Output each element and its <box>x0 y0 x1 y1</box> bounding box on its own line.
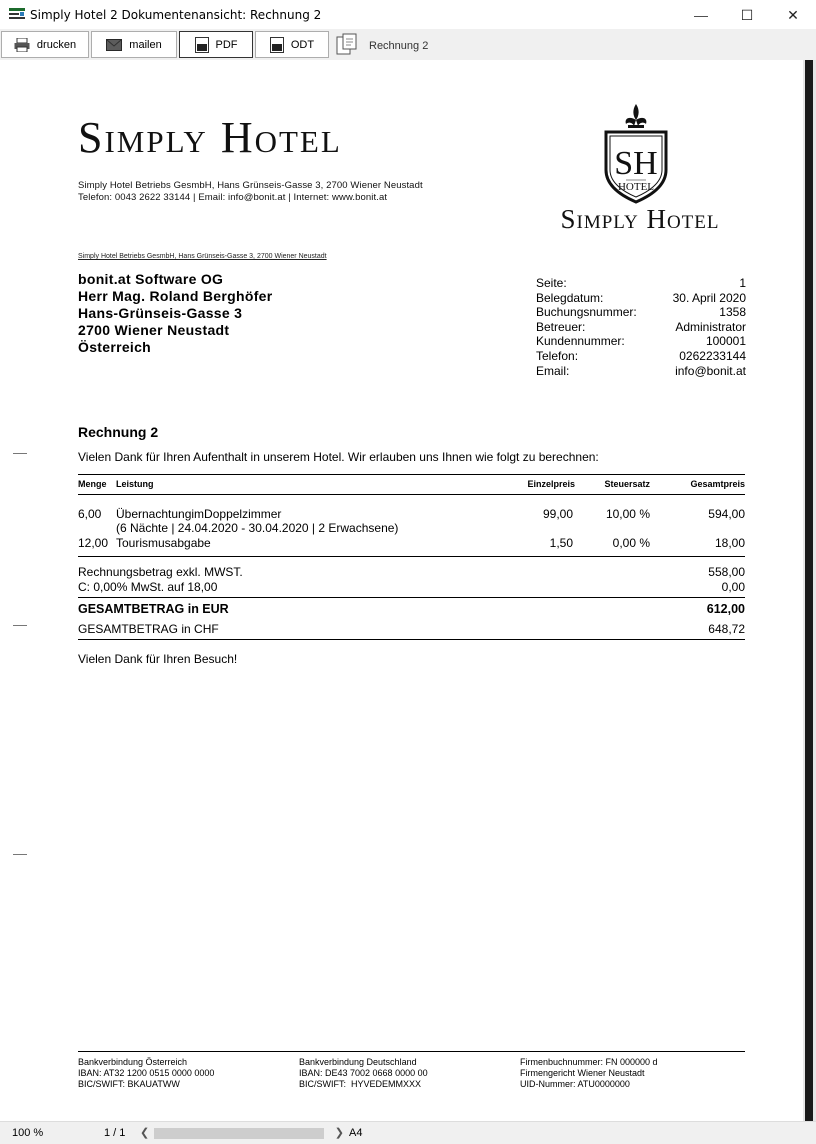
paper-size: A4 <box>349 1127 363 1139</box>
maximize-icon: ☐ <box>740 6 754 23</box>
meta-value: 1358 <box>719 305 746 320</box>
scroll-left-icon[interactable]: ❮ <box>140 1127 150 1139</box>
meta-value: 1 <box>739 276 746 290</box>
meta-row <box>536 305 746 320</box>
horizontal-scrollbar[interactable] <box>140 1126 344 1141</box>
item-qty: 12,00 <box>78 536 109 550</box>
meta-label: Belegdatum: <box>536 290 604 305</box>
footer-divider <box>78 1051 745 1052</box>
odt-export-button[interactable] <box>255 31 329 58</box>
footer-bank-germany: Bankverbindung Deutschland IBAN: DE43 7002 0668 0000 00 BIC/SWIFT: HYVEDEMMXXX <box>299 1057 428 1089</box>
pdf-export-button[interactable] <box>179 31 253 58</box>
minimize-button[interactable] <box>678 0 724 30</box>
page-indicator: 1 / 1 <box>104 1127 126 1139</box>
status-bar <box>0 1121 816 1144</box>
printer-icon <box>14 38 30 52</box>
divider <box>78 639 745 640</box>
item-tax: 0,00 % <box>612 536 650 550</box>
app-icon <box>9 8 25 22</box>
meta-row <box>536 349 746 364</box>
item-tax: 10,00 % <box>605 507 650 521</box>
meta-label: Telefon: <box>536 348 579 363</box>
invoice-meta <box>536 276 746 378</box>
meta-value: 100001 <box>705 334 746 349</box>
toolbar <box>0 30 816 60</box>
minimize-icon: — <box>694 7 708 23</box>
invoice-page <box>0 60 803 1121</box>
net-amount-value: 558,00 <box>708 565 745 579</box>
meta-value: info@bonit.at <box>675 363 746 378</box>
brand-name: Simply Hotel <box>78 113 342 162</box>
chf-total-label: GESAMTBETRAG in CHF <box>78 622 219 636</box>
meta-label: Email: <box>536 363 570 378</box>
emblem-hotel-word: HOTEL <box>617 181 655 193</box>
footer-company-info: Firmenbuchnummer: FN 000000 d Firmengericht Wiener Neustadt UID-Nummer: ATU0000000 <box>520 1057 658 1089</box>
title-bar <box>0 0 816 30</box>
zoom-level[interactable]: 100 % <box>12 1127 44 1139</box>
divider <box>78 597 745 598</box>
scroll-right-icon[interactable]: ❯ <box>334 1127 344 1139</box>
invoice-intro: Vielen Dank für Ihren Aufenthalt in unserem Hotel. Wir erlauben uns Ihnen wie folgt zu berechnen: <box>78 450 599 464</box>
meta-value: 30. April 2020 <box>672 290 746 305</box>
divider <box>78 556 745 557</box>
mail-label: mailen <box>129 38 162 51</box>
maximize-button[interactable] <box>724 0 770 30</box>
odt-file-icon <box>270 37 284 53</box>
item-total: 18,00 <box>714 536 745 550</box>
scrollbar-thumb[interactable] <box>805 60 813 1121</box>
item-qty: 6,00 <box>78 507 102 521</box>
document-icon <box>336 33 358 56</box>
tax-amount-value: 0,00 <box>721 580 745 594</box>
gross-total-value: 612,00 <box>706 602 745 616</box>
divider <box>78 494 745 495</box>
item-unit-price: 1,50 <box>549 536 573 550</box>
sender-address: Simply Hotel Betriebs GesmbH, Hans Grünseis-Gasse 3, 2700 Wiener Neustadt <box>78 180 423 191</box>
mail-button[interactable] <box>91 31 177 58</box>
document-viewport[interactable] <box>0 60 816 1121</box>
item-total: 594,00 <box>708 507 745 521</box>
gross-total-label: GESAMTBETRAG in EUR <box>78 602 229 616</box>
recipient-line: 2700 Wiener Neustadt <box>78 322 230 338</box>
column-header-tax: Steuersatz <box>604 479 650 489</box>
thanks-message: Vielen Dank für Ihren Besuch! <box>78 652 238 666</box>
fold-mark <box>13 625 27 626</box>
item-service: ÜbernachtungimDoppelzimmer <box>116 507 282 521</box>
print-button[interactable] <box>1 31 89 58</box>
item-unit-price: 99,00 <box>542 507 573 521</box>
fold-mark <box>13 854 27 855</box>
window-title: Simply Hotel 2 Dokumentenansicht: Rechnung 2 <box>30 8 322 22</box>
meta-value: 0262233144 <box>679 348 746 363</box>
close-icon: ✕ <box>787 6 799 23</box>
pdf-label: PDF <box>215 38 238 51</box>
divider <box>78 474 745 475</box>
meta-label: Kundennummer: <box>536 334 625 349</box>
meta-value: Administrator <box>675 319 746 334</box>
item-service: Tourismusabgabe <box>116 536 211 550</box>
meta-row <box>536 276 746 291</box>
emblem-brand-name: Simply Hotel <box>560 204 720 234</box>
recipient-line: Österreich <box>78 339 152 355</box>
tax-amount-label: C: 0,00% MwSt. auf 18,00 <box>78 580 218 594</box>
odt-label: ODT <box>290 38 315 51</box>
meta-row <box>536 334 746 349</box>
vertical-scrollbar[interactable] <box>803 60 816 1121</box>
column-header-unit-price: Einzelpreis <box>527 479 575 489</box>
pdf-file-icon <box>195 37 209 53</box>
meta-row <box>536 364 746 379</box>
column-header-qty: Menge <box>78 479 107 489</box>
close-button[interactable] <box>770 0 816 30</box>
footer-bank-austria: Bankverbindung Österreich IBAN: AT32 1200 0515 0000 0000 BIC/SWIFT: BKAUATWW <box>78 1057 215 1089</box>
document-name: Rechnung 2 <box>369 40 429 52</box>
item-detail: (6 Nächte | 24.04.2020 - 30.04.2020 | 2 Erwachsene) <box>116 521 399 535</box>
meta-label: Betreuer: <box>536 319 586 334</box>
meta-row <box>536 320 746 335</box>
emblem-initials: SH <box>614 145 658 182</box>
fold-mark <box>13 453 27 454</box>
scrollbar-thumb[interactable] <box>154 1128 324 1139</box>
recipient-line: Herr Mag. Roland Berghöfer <box>78 288 273 304</box>
net-amount-label: Rechnungsbetrag exkl. MWST. <box>78 565 243 579</box>
invoice-title: Rechnung 2 <box>78 424 159 440</box>
chf-total-value: 648,72 <box>708 622 745 636</box>
brand-logo-text <box>78 113 342 162</box>
print-label: drucken <box>36 38 77 51</box>
recipient-line: Hans-Grünseis-Gasse 3 <box>78 305 243 321</box>
recipient-line: bonit.at Software OG <box>78 271 224 287</box>
sender-contact: Telefon: 0043 2622 33144 | Email: info@bonit.at | Internet: www.bonit.at <box>78 192 388 203</box>
column-header-service: Leistung <box>116 479 154 489</box>
column-header-total: Gesamtpreis <box>690 479 745 489</box>
envelope-icon <box>106 39 122 51</box>
meta-label: Seite: <box>536 276 567 290</box>
return-address: Simply Hotel Betriebs GesmbH, Hans Grünseis-Gasse 3, 2700 Wiener Neustadt <box>78 253 327 260</box>
recipient-address <box>78 271 273 356</box>
meta-row <box>536 291 746 306</box>
meta-label: Buchungsnummer: <box>536 305 637 320</box>
